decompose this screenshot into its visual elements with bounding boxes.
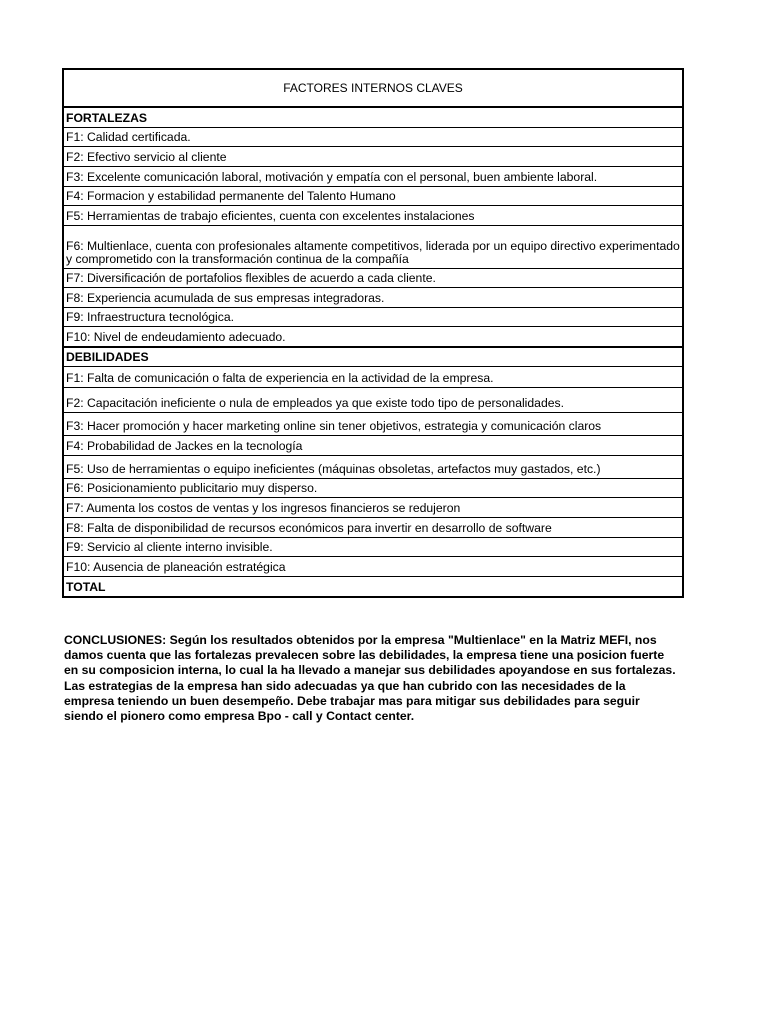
weakness-row: F5: Uso de herramientas o equipo ineficientes (máquinas obsoletas, artefactos muy gastados, etc.) bbox=[64, 456, 682, 479]
weakness-row: F6: Posicionamiento publicitario muy disperso. bbox=[64, 479, 682, 498]
weaknesses-title: DEBILIDADES bbox=[64, 348, 682, 367]
internal-factors-table bbox=[62, 68, 684, 598]
weakness-row: F8: Falta de disponibilidad de recursos económicos para invertir en desarrollo de software bbox=[64, 518, 682, 538]
table-header: FACTORES INTERNOS CLAVES bbox=[64, 70, 682, 108]
strength-row: F4: Formacion y estabilidad permanente del Talento Humano bbox=[64, 187, 682, 206]
strength-row: F3: Excelente comunicación laboral, motivación y empatía con el personal, buen ambiente laboral. bbox=[64, 167, 682, 187]
weakness-row: F10: Ausencia de planeación estratégica bbox=[64, 557, 682, 577]
weakness-row: F3: Hacer promoción y hacer marketing online sin tener objetivos, estrategia y comunicación claros bbox=[64, 413, 682, 436]
weakness-row: F1: Falta de comunicación o falta de experiencia en la actividad de la empresa. bbox=[64, 367, 682, 388]
strength-row: F10: Nivel de endeudamiento adecuado. bbox=[64, 327, 682, 348]
strength-row: F2: Efectivo servicio al cliente bbox=[64, 147, 682, 167]
strengths-title: FORTALEZAS bbox=[64, 108, 682, 128]
strength-row: F8: Experiencia acumulada de sus empresas integradoras. bbox=[64, 288, 682, 308]
weakness-row: F9: Servicio al cliente interno invisible. bbox=[64, 538, 682, 557]
weakness-row: F4: Probabilidad de Jackes en la tecnología bbox=[64, 436, 682, 456]
strength-row: F7: Diversificación de portafolios flexibles de acuerdo a cada cliente. bbox=[64, 269, 682, 288]
strength-row: F9: Infraestructura tecnológica. bbox=[64, 308, 682, 327]
strength-row: F1: Calidad certificada. bbox=[64, 128, 682, 147]
weakness-row: F2: Capacitación ineficiente o nula de empleados ya que existe todo tipo de personalidades. bbox=[64, 388, 682, 413]
weakness-row: F7: Aumenta los costos de ventas y los ingresos financieros se redujeron bbox=[64, 498, 682, 518]
conclusions-text: CONCLUSIONES: Según los resultados obtenidos por la empresa "Multienlace" en la Matriz MEFI, nos damos cuenta que las fortalezas prevalecen sobre las debilidades, la empresa tiene una posicion fuerte en su composicion interna, lo cual la ha llevado a manejar sus debilidades apoyandose en sus fortalezas. Las estrategias de la empresa han sido adecuadas ya que han cubrido con las necesidades de la empresa teniendo un buen desempeño. Debe trabajar mas para mitigar sus debilidades para seguir siendo el pionero como empresa Bpo - call y Contact center. bbox=[64, 633, 676, 724]
strength-row: F6: Multienlace, cuenta con profesionales altamente competitivos, liderada por un equipo directivo experimentado y comprometido con la transformación continua de la compañía bbox=[64, 226, 682, 269]
total-row: TOTAL bbox=[66, 580, 106, 594]
strength-row: F5: Herramientas de trabajo eficientes, cuenta con excelentes instalaciones bbox=[64, 206, 682, 226]
